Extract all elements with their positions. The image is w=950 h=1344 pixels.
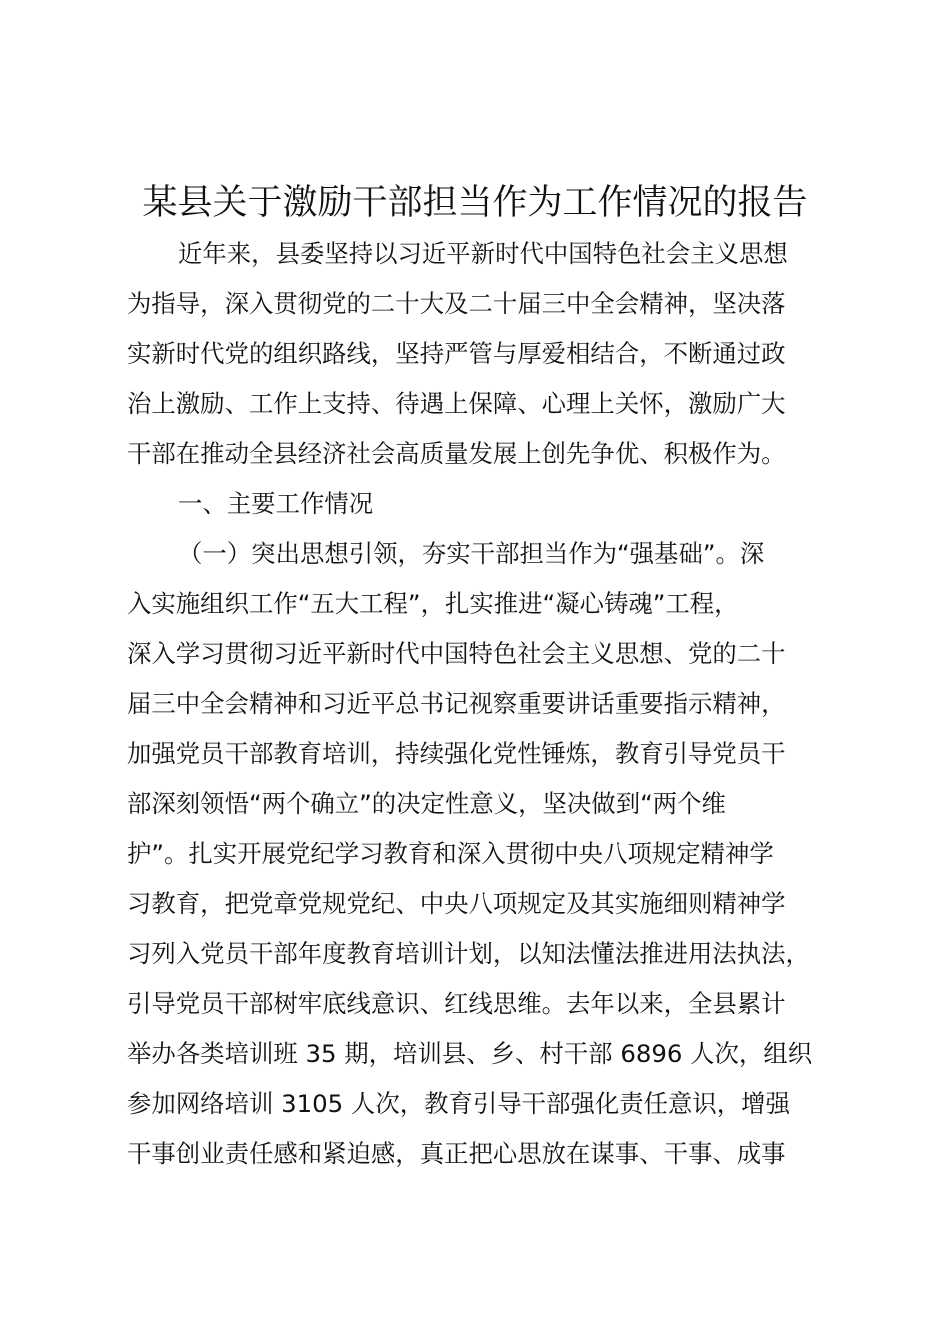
paragraph-line: 实新时代党的组织路线，坚持严管与厚爱相结合，不断通过政 xyxy=(127,339,786,368)
paragraph-line: 加强党员干部教育培训，持续强化党性锤炼，教育引导党员干 xyxy=(127,739,786,768)
paragraph-line: 习教育，把党章党规党纪、中央八项规定及其实施细则精神学 xyxy=(127,889,786,918)
document-title: 某县关于激励干部担当作为工作情况的报告 xyxy=(142,183,808,223)
paragraph-line: 届三中全会精神和习近平总书记视察重要讲话重要指示精神， xyxy=(127,689,786,718)
paragraph-line: 习列入党员干部年度教育培训计划，以知法懂法推进用法执法， xyxy=(127,939,810,968)
paragraph-line: 参加网络培训 3105 人次，教育引导干部强化责任意识，增强 xyxy=(127,1089,790,1118)
paragraph-line: 引导党员干部树牢底线意识、红线思维。去年以来，全县累计 xyxy=(127,989,786,1018)
paragraph-line: 干部在推动全县经济社会高质量发展上创先争优、积极作为。 xyxy=(127,439,786,468)
section-heading: 一、主要工作情况 xyxy=(178,489,374,518)
paragraph-line: 入实施组织工作“五大工程”，扎实推进“凝心铸魂”工程， xyxy=(127,589,739,618)
paragraph-line: 近年来，县委坚持以习近平新时代中国特色社会主义思想 xyxy=(178,239,788,268)
paragraph-line: 举办各类培训班 35 期，培训县、乡、村干部 6896 人次，组织 xyxy=(127,1039,813,1068)
paragraph-line: （一）突出思想引领，夯实干部担当作为“强基础”。深 xyxy=(178,539,765,568)
paragraph-line: 为指导，深入贯彻党的二十大及二十届三中全会精神，坚决落 xyxy=(127,289,786,318)
paragraph-line: 深入学习贯彻习近平新时代中国特色社会主义思想、党的二十 xyxy=(127,639,786,668)
paragraph-line: 治上激励、工作上支持、待遇上保障、心理上关怀，激励广大 xyxy=(127,389,786,418)
paragraph-line: 干事创业责任感和紧迫感，真正把心思放在谋事、干事、成事 xyxy=(127,1139,786,1168)
paragraph-line: 护”。扎实开展党纪学习教育和深入贯彻中央八项规定精神学 xyxy=(127,839,774,868)
paragraph-line: 部深刻领悟“两个确立”的决定性意义，坚决做到“两个维 xyxy=(127,789,726,818)
